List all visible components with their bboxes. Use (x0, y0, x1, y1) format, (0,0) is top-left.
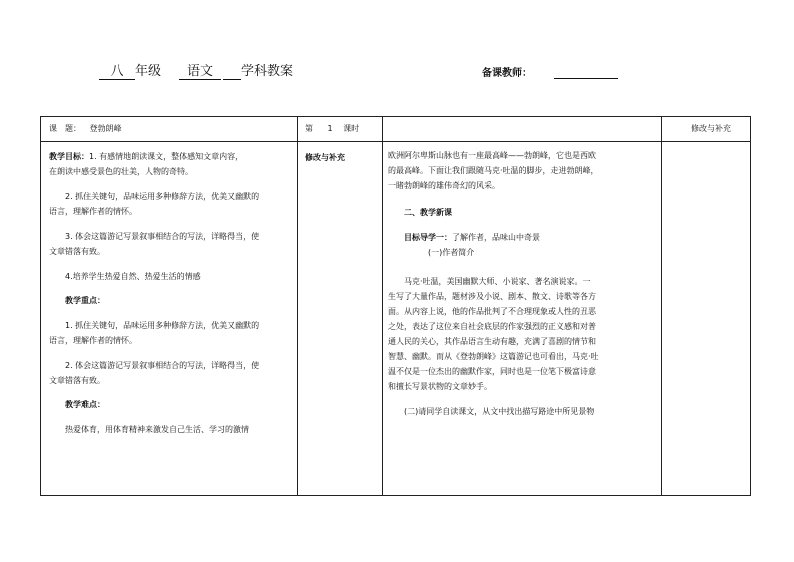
key2-line1: 2. 体会这篇游记写景叙事相结合的写法，详略得当，使 (65, 361, 260, 370)
bio-line2: 生写了大量作品，题材涉及小说、剧本、散文、诗歌等各方 (388, 292, 596, 301)
guide-title: 目标导学一： (404, 233, 452, 242)
difficulty-text: 热爱体育，用体育精神来激发自己生活、学习的激情 (65, 425, 249, 434)
revise-header: 修改与补充 (691, 124, 731, 133)
column-divider (661, 117, 662, 495)
difficulty-title: 教学难点： (65, 400, 105, 409)
column-divider (297, 117, 298, 495)
bio-line5: 通人民的关心，其作品语言生动有趣，充满了喜剧的情节和 (388, 337, 596, 346)
goal1-line2: 在朗读中感受景色的壮美，人物的奇特。 (49, 167, 193, 176)
lesson-cell (305, 123, 359, 135)
middle-column (388, 148, 658, 419)
reading-task: (二)请同学自读课文，从文中找出描写路途中所见景物 (404, 407, 595, 416)
bio-line8: 和擅长写景状物的文章妙手。 (388, 382, 492, 391)
guide-text: 了解作者，品味山中奇景 (452, 233, 540, 242)
topic-value: 登勃朗峰 (89, 124, 122, 133)
key1-line1: 1. 抓住关键句，品味运用多种修辞方法，优美又幽默的 (65, 321, 260, 330)
bio-line7: 温不仅是一位杰出的幽默作家，同时也是一位笔下极富诗意 (388, 367, 596, 376)
goal2-line1: 2. 抓住关键句，品味运用多种修辞方法，优美又幽默的 (65, 192, 260, 201)
goal3-line1: 3. 体会这篇游记写景叙事相结合的写法，详略得当，使 (65, 232, 260, 241)
key-title: 教学重点： (65, 296, 105, 305)
goal1-text: 1. 有感情地朗读课文，整体感知文章内容， (89, 152, 244, 161)
column-divider (382, 117, 383, 495)
grade-value: 八 (99, 64, 135, 80)
goal2-line2: 语言，理解作者的情怀。 (49, 207, 137, 216)
subject-value: 语文 (179, 64, 221, 80)
title-underline (223, 64, 241, 80)
intro-line2: 的最高峰。下面让我们跟随马克·吐温的脚步，走进勃朗峰， (388, 166, 599, 175)
goals-title: 教学目标： (49, 152, 89, 161)
plan-label: 学科教案 (241, 64, 294, 79)
key1-line2: 语言，理解作者的情怀。 (49, 336, 137, 345)
lesson-unit: 课时 (343, 124, 360, 133)
teacher-blank (554, 69, 618, 79)
author-intro-heading: (一)作者简介 (428, 248, 475, 257)
teacher-field (482, 64, 618, 79)
bio-line3: 面。从内容上说，他的作品批判了不合理现象或人性的丑恶 (388, 307, 596, 316)
topic-label: 课 题： (49, 124, 81, 133)
topic-cell (49, 123, 122, 135)
lesson-label: 第 (305, 124, 313, 133)
bio-line4: 之处，表达了这位来自社会底层的作家强烈的正义感和对普 (388, 322, 596, 331)
row-divider (41, 141, 750, 142)
section-heading: 二、教学新课 (404, 208, 452, 217)
grade-suffix: 年级 (135, 64, 162, 79)
goal4: 4.培养学生热爱自然、热爱生活的情感 (65, 272, 201, 281)
lesson-table (40, 116, 751, 496)
goal3-line2: 文章错落有致。 (49, 247, 105, 256)
intro-line1: 欧洲阿尔卑斯山脉也有一座最高峰——勃朗峰，它也是西欧 (388, 151, 596, 160)
teacher-label: 备课教师： (482, 68, 532, 79)
revise-column-label: 修改与补充 (305, 153, 345, 162)
bio-line1: 马克·吐温，美国幽默大师、小说家、著名演说家。一 (404, 277, 591, 286)
lesson-number: 1 (327, 124, 333, 133)
left-column (49, 149, 294, 437)
intro-line3: 一睹勃朗峰的雄伟奇幻的风采。 (388, 181, 500, 190)
key2-line2: 文章错落有致。 (49, 376, 105, 385)
bio-line6: 智慧、幽默。而从《登勃朗峰》这篇游记也可看出，马克·吐 (388, 352, 599, 361)
document-title (99, 60, 293, 80)
